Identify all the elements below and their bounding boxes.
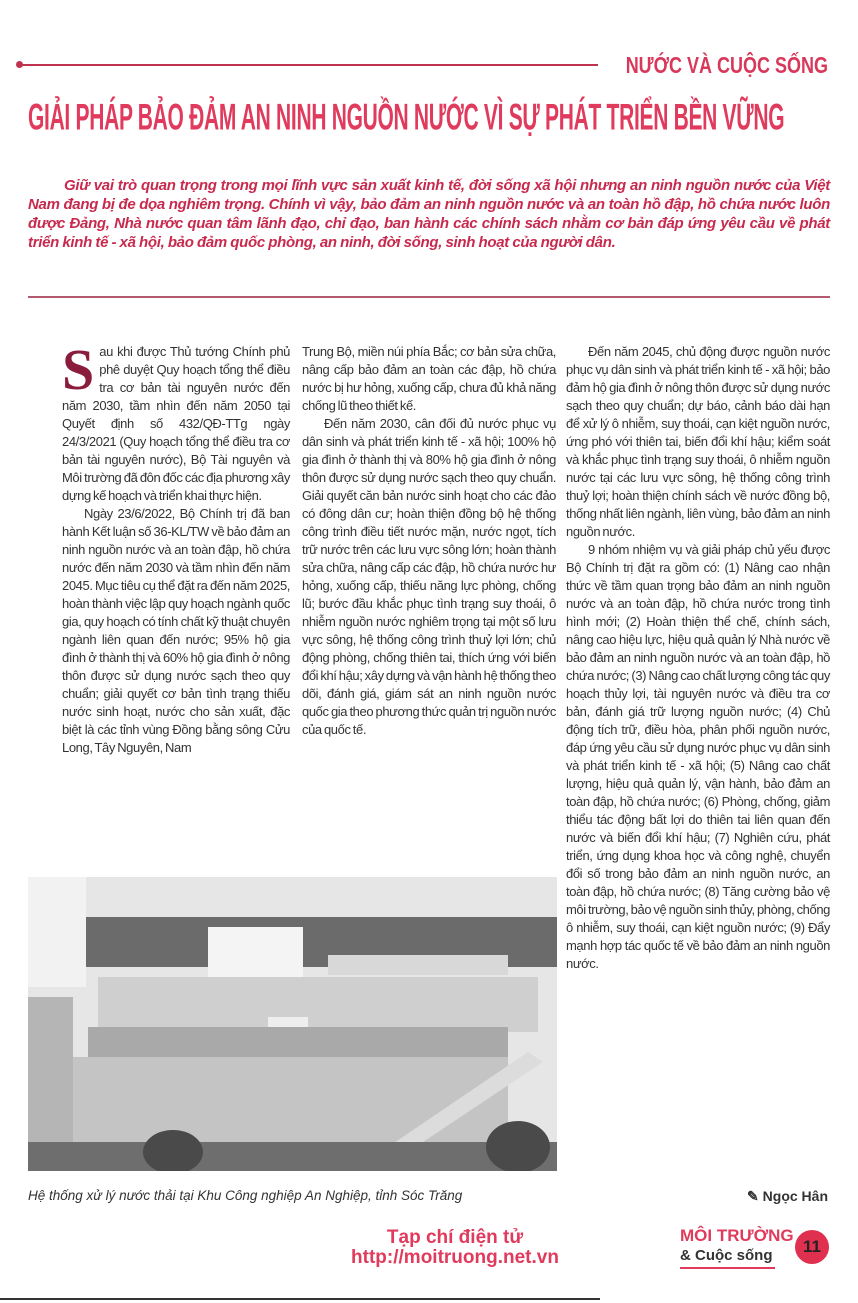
logo-underline — [680, 1267, 775, 1269]
ezine-label: Tạp chí điện tử — [386, 1227, 524, 1248]
lead-paragraph: Giữ vai trò quan trọng trong mọi lĩnh vực sản xuất kinh tế, đời sống xã hội nhưng an ninh nguồn nước của Việt Nam đang bị đe dọa nghiêm trọng. Chính vì vậy, bảo đảm an ninh nguồn nước và an toàn hồ đập, hồ chứa nước luôn được Đảng, Nhà nước quan tâm lãnh đạo, chỉ đạo, ban hành các chính sách nhằm cơ bản đáp ứng yêu cầu về phát triển kinh tế - xã hội, bảo đảm quốc phòng, an ninh, đời sống, sinh hoạt của người dân. — [28, 177, 830, 251]
drop-cap: S — [62, 337, 95, 402]
author-name: Ngọc Hân — [762, 1188, 828, 1204]
section-label: NƯỚC VÀ CUỘC SỐNG — [625, 52, 828, 78]
paragraph: Đến năm 2030, cân đối đủ nước phục vụ dân sinh và phát triển kinh tế - xã hội; 100% hộ gia đình ở thành thị và 80% hộ gia đình ở nông thôn được sử dụng nước sạch theo quy chuẩn. Giải quyết căn bản nước sinh hoạt cho các đảo có đông dân cư; hoàn thiện đồng bộ hệ thống công trình điều tiết nước mặn, nước ngọt, tích trữ nước trên các lưu vực sông lớn; hoàn thành sửa chữa, nâng cấp các đập, hồ chứa nước hư hỏng, xuống cấp, thiếu năng lực phòng, chống lũ; bước đầu khắc phục tình trạng suy thoái, ô nhiễm nguồn nước nghiêm trọng tại một số lưu vực sông, hệ thống công trình thuỷ lợi lớn; chủ động phòng, chống thiên tai, thích ứng với biến đổi khí hậu; xây dựng và vận hành hệ thống theo dõi, đánh giá, giám sát an ninh nguồn nước quốc gia theo phương thức quản trị nguồn nước của quốc tế. — [302, 416, 556, 737]
paragraph — [62, 337, 290, 505]
headline: GIẢI PHÁP BẢO ĐẢM AN NINH NGUỒN NƯỚC VÌ SỰ PHÁT TRIỂN BỀN VỮNG — [28, 98, 785, 139]
column-3 — [566, 343, 830, 973]
magazine-logo — [680, 1225, 794, 1269]
logo-line-2: & Cuộc sống — [680, 1247, 773, 1264]
ezine-url[interactable]: http://moitruong.net.vn — [351, 1247, 559, 1268]
paragraph: Trung Bộ, miền núi phía Bắc; cơ bản sửa chữa, nâng cấp bảo đảm an toàn các đập, hồ chứa nước bị hư hỏng, xuống cấp, chưa đủ khả năng chống lũ theo thiết kế. — [302, 344, 556, 413]
paragraph-text: au khi được Thủ tướng Chính phủ phê duyệt Quy hoạch tổng thể điều tra cơ bản tài nguyên nước đến năm 2030, tầm nhìn đến năm 2050 tại Quyết định số 432/QĐ-TTg ngày 24/3/2021 (Quy hoạch tổng thể điều tra cơ bản tài nguyên nước), Bộ Tài nguyên và Môi trường đã đôn đốc các địa phương xây dựng kế hoạch và triển khai thực hiện. — [62, 344, 290, 503]
photo-wastewater-plant — [28, 877, 557, 1171]
paragraph: Đến năm 2045, chủ động được nguồn nước phục vụ dân sinh và phát triển kinh tế - xã hội; bảo đảm hộ gia đình ở nông thôn được sử dụng nước sạch theo quy chuẩn; dự báo, cảnh báo dài hạn để xử lý ô nhiễm, suy thoái, cạn kiệt nguồn nước, ứng phó với thiên tai, biến đổi khí hậu; kiểm soát và khắc phục tình trạng suy thoái, ô nhiễm nguồn nước tại các lưu vực sông, hệ thống công trình thuỷ lợi; hoàn thiện chính sách về nước đồng bộ, thống nhất liên ngành, liên vùng, bảo đảm an ninh nguồn nước. — [566, 344, 830, 539]
pen-icon: ✎ — [747, 1188, 763, 1204]
ezine-info — [290, 1228, 620, 1268]
bottom-rule — [0, 1298, 600, 1300]
page-number: 11 — [795, 1230, 829, 1264]
byline — [747, 1188, 828, 1205]
section-rule — [18, 64, 598, 66]
column-2 — [302, 343, 556, 739]
paragraph: 9 nhóm nhiệm vụ và giải pháp chủ yếu được Bộ Chính trị đặt ra gồm có: (1) Nâng cao nhận thức về tầm quan trọng bảo đảm an ninh nguồn nước và an toàn đập, hồ chứa nước trong tình hình mới; (2) Hoàn thiện thể chế, chính sách, nâng cao hiệu lực, hiệu quả quản lý Nhà nước về bảo đảm an ninh nguồn nước và an toàn đập, hồ chứa nước; (3) Nâng cao chất lượng công tác quy hoạch thủy lợi, tài nguyên nước và điều tra cơ bản, đánh giá trữ lượng nguồn nước; (4) Chủ động tích trữ, điều hòa, phân phối nguồn nước, đáp ứng yêu cầu sử dụng nước phục vụ dân sinh và phát triển kinh tế - xã hội; (5) Nâng cao chất lượng, hiệu quả quản lý, vận hành, bảo đảm an toàn đập, hồ chứa nước; (6) Phòng, chống, giảm thiểu tác động bất lợi do thiên tai liên quan đến nước và biến đổi khí hậu; (7) Nghiên cứu, phát triển, ứng dụng khoa học và công nghệ, chuyển đổi số trong bảo đảm an ninh nguồn nước, an toàn đập, hồ chứa nước; (8) Tăng cường bảo vệ môi trường, bảo vệ nguồn sinh thủy, phòng, chống ô nhiễm, suy thoái, cạn kiệt nguồn nước; (9) Đẩy mạnh hợp tác quốc tế về bảo đảm an ninh nguồn nước. — [566, 542, 830, 971]
logo-line-1: MÔI TRƯỜNG — [680, 1226, 794, 1245]
column-1 — [62, 337, 290, 757]
photo-caption: Hệ thống xử lý nước thải tại Khu Công nghiệp An Nghiệp, tỉnh Sóc Trăng — [28, 1188, 463, 1203]
divider — [28, 296, 830, 298]
paragraph: Ngày 23/6/2022, Bộ Chính trị đã ban hành Kết luận số 36-KL/TW về bảo đảm an ninh nguồn nước và an toàn đập, hồ chứa nước đến năm 2030 và tầm nhìn đến năm 2045. Mục tiêu cụ thể đặt ra đến năm 2025, hoàn thành việc lập quy hoạch ngành quốc gia, quy hoạch có tính chất kỹ thuật chuyên ngành liên quan đến nước; 95% hộ gia đình ở thành thị và 60% hộ gia đình ở nông thôn được sử dụng nước sạch theo quy chuẩn; giải quyết cơ bản tình trạng thiếu nước sinh hoạt, nước cho sản xuất, đặc biệt là các tỉnh vùng Đồng bằng sông Cửu Long, Tây Nguyên, Nam — [62, 506, 290, 755]
